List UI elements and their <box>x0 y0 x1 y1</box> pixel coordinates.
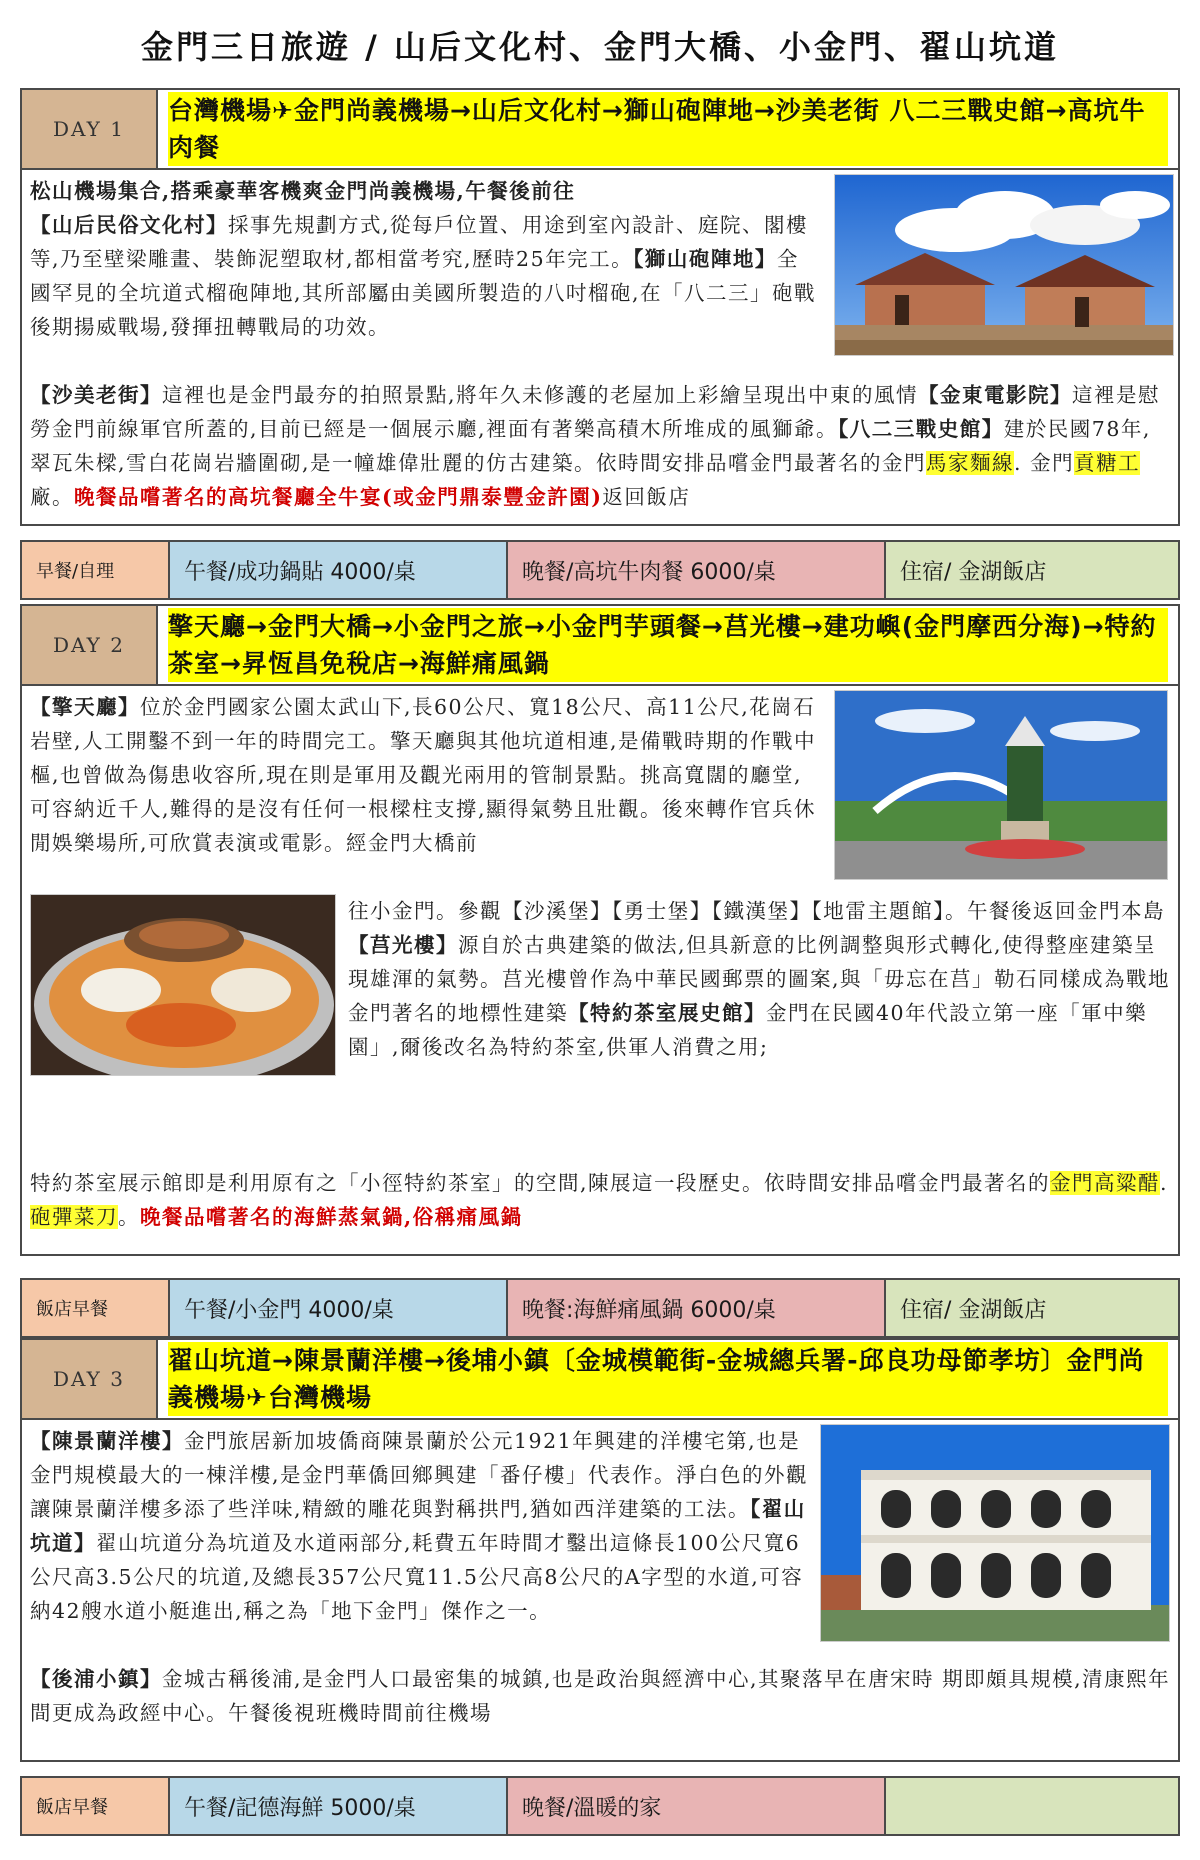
day-3-text-zhaishan: 翟山坑道分為坑道及水道兩部分,耗費五年時間才鑿出這條長100公尺寬6公尺高3.5公尺的坑道,及總長357公尺寬11.5公尺高8公尺的A字型的水道,可容納42艘水道小艇進出,稱之為「地下金門」傑作之一。 <box>30 1531 804 1623</box>
day-1-text-kinmen: . 金門 <box>1014 451 1075 475</box>
day-2-hotel: 住宿/ 金湖飯店 <box>886 1280 1178 1336</box>
day-1-highlight-noodles: 馬家麵線 <box>926 451 1015 475</box>
day-2-route: 擎天廳→金門大橋→小金門之旅→小金門芋頭餐→莒光樓→建功嶼(金門摩西分海)→特約茶室→昇恆昌免稅店→海鮮痛風鍋 <box>168 608 1168 682</box>
day-1-text-shamei: 這裡也是金門最夯的拍照景點,將年久未修護的老屋加上彩繪呈現出中東的風情 <box>162 383 919 407</box>
day-1-paragraph-1 <box>30 174 820 344</box>
day-3-attraction-zhaishan: 【翟山坑道】 <box>30 1497 806 1555</box>
day-1-text-jindong: 這裡是慰勞金門前線軍官所蓋的,目前已經是一個展示廳,裡面有著樂高積木所堆成的風獅爺。 <box>30 383 1161 441</box>
day-1-text-823: 建於民國78年,翠瓦朱樑,雪白花崗岩牆圍砌,是一幢雄偉壯麗的仿古建築。依時間安排品嚐金門最著名的金門 <box>30 417 1151 475</box>
day-3-block <box>20 1338 1180 1762</box>
day-3-text-chen-mansion: 金門旅居新加坡僑商陳景蘭於公元1921年興建的洋樓宅第,也是金門規模最大的一棟洋樓,是金門華僑回鄉興建「番仔樓」代表作。淨白色的外觀讓陳景蘭洋樓多添了些洋味,精緻的雕花與對稱拱門,猶如西洋建築的工法。 <box>30 1429 809 1521</box>
day-1-attraction-jindong: 【金東電影院】 <box>918 383 1073 407</box>
day-1-header <box>22 90 1178 170</box>
day-2-header <box>22 606 1178 686</box>
day-2-attraction-juguang: 【莒光樓】 <box>348 933 458 957</box>
day-1-photo-shanhou-village <box>834 174 1174 356</box>
day-2-meal-bar <box>20 1278 1180 1338</box>
day-1-block <box>20 88 1180 526</box>
day-3-dinner: 晚餐/溫暖的家 <box>508 1778 886 1834</box>
day-3-breakfast: 飯店早餐 <box>22 1778 170 1834</box>
day-2-text-teahouse: 金門在民國40年代設立第一座「軍中樂園」,爾後改名為特約茶室,供軍人消費之用; <box>348 1001 1148 1059</box>
day-1-lunch: 午餐/成功鍋貼 4000/桌 <box>170 542 508 598</box>
day-2-text-juguang: 源自於古典建築的做法,但具新意的比例調整與形式轉化,使得整座建築呈現雄渾的氣勢。莒光樓曾作為中華民國郵票的圖案,與「毋忘在莒」勒石同樣成為戰地金門著名的地標性建築 <box>348 933 1171 1025</box>
day-2-text-exhibit: 特約茶室展示館即是利用原有之「小徑特約茶室」的空間,陳展這一段歷史。依時間安排品嚐金門最著名的 <box>30 1171 1051 1195</box>
day-2-text-qingtian: 位於金門國家公園太武山下,長60公尺、寬18公尺、高11公尺,花崗石岩壁,人工開鑿不到一年的時間完工。擎天廳與其他坑道相連,是備戰時期的作戰中樞,也曾做為傷患收容所,現在則是軍用及觀光兩用的管制景點。挑高寬闊的廳堂,可容納近千人,難得的是沒有任何一根樑柱支撐,顯得氣勢且壯觀。後來轉作官兵休閒娛樂場所,可欣賞表演或電影。經金門大橋前 <box>30 695 817 855</box>
day-1-attraction-shishan: 【獅山砲陣地】 <box>633 247 777 271</box>
day-2-highlight-knife: 砲彈菜刀 <box>30 1205 118 1229</box>
day-1-attraction-shanhou: 【山后民俗文化村】 <box>30 213 228 237</box>
day-2-breakfast: 飯店早餐 <box>22 1280 170 1336</box>
day-2-highlight-vinegar: 金門高粱醋 <box>1050 1171 1161 1195</box>
day-1-dinner: 晚餐/高坑牛肉餐 6000/桌 <box>508 542 886 598</box>
day-3-route: 翟山坑道→陳景蘭洋樓→後埔小鎮〔金城模範街-金城總兵署-邱良功母節孝坊〕金門尚義機場✈台灣機場 <box>168 1342 1168 1416</box>
day-2-lunch: 午餐/小金門 4000/桌 <box>170 1280 508 1336</box>
day-1-dinner-note: 晚餐品嚐著名的高坑餐廳全牛宴(或金門鼎泰豐金許園) <box>74 485 603 509</box>
day-2-paragraph-3 <box>30 1166 1174 1234</box>
day-2-paragraph-1 <box>30 690 820 860</box>
day-2-text-small-kinmen: 往小金門。參觀【沙溪堡】【勇士堡】【鐵漢堡】【地雷主題館】。午餐後返回金門本島 <box>348 899 1165 923</box>
day-2-dinner: 晚餐:海鮮痛風鍋 6000/桌 <box>508 1280 886 1336</box>
day-2-photo-monument <box>834 690 1168 880</box>
day-1-text-shishan: 全國罕見的全坑道式榴砲陣地,其所部屬由美國所製造的八吋榴砲,在「八二三」砲戰後期揚威戰場,發揮扭轉戰局的功效。 <box>30 247 817 339</box>
day-1-hotel: 住宿/ 金湖飯店 <box>886 542 1178 598</box>
day-3-photo-mansion <box>820 1424 1170 1642</box>
day-2-text-end: 。 <box>118 1205 140 1229</box>
day-2-attraction-teahouse: 【特約茶室展史館】 <box>568 1001 766 1025</box>
day-2-block <box>20 604 1180 1256</box>
day-3-meal-bar <box>20 1776 1180 1836</box>
day-3-paragraph-2 <box>30 1662 1174 1730</box>
day-1-text-shanhou: 採事先規劃方式,從每戶位置、用途到室內設計、庭院、閣樓等,乃至壁梁雕畫、裝飾泥塑取材,都相當考究,歷時25年完工。 <box>30 213 809 271</box>
day-1-meal-bar <box>20 540 1180 600</box>
day-1-highlight-candy: 貢糖工 <box>1074 451 1141 475</box>
page-title: 金門三日旅遊 / 山后文化村、金門大橋、小金門、翟山坑道 <box>141 28 1059 66</box>
day-3-attraction-houpu: 【後浦小鎮】 <box>30 1667 162 1691</box>
day-3-text-houpu: 金城古稱後浦,是金門人口最密集的城鎮,也是政治與經濟中心,其聚落早在唐宋時 期即頗具規模,清康熙年間更成為政經中心。午餐後視班機時間前往機場 <box>30 1667 1171 1725</box>
day-3-lunch: 午餐/記德海鮮 5000/桌 <box>170 1778 508 1834</box>
day-2-paragraph-2 <box>348 894 1174 1064</box>
day-3-label: DAY 3 <box>22 1340 158 1418</box>
day-1-paragraph-2 <box>30 378 1170 514</box>
day-2-photo-seafood-hotpot <box>30 894 336 1076</box>
day-1-return-hotel: 返回飯店 <box>602 485 691 509</box>
day-2-text-sep: . <box>1160 1171 1169 1195</box>
day-1-intro: 松山機場集合,搭乘豪華客機爽金門尚義機場,午餐後前往 <box>30 179 576 203</box>
day-2-label: DAY 2 <box>22 606 158 684</box>
day-1-attraction-823: 【八二三戰史館】 <box>838 417 1004 441</box>
day-3-attraction-chen-mansion: 【陳景蘭洋樓】 <box>30 1429 184 1453</box>
day-3-header <box>22 1340 1178 1420</box>
day-2-attraction-qingtian: 【擎天廳】 <box>30 695 140 719</box>
day-1-breakfast: 早餐/自理 <box>22 542 170 598</box>
day-1-label: DAY 1 <box>22 90 158 168</box>
day-1-text-factory: 廠。 <box>30 485 74 509</box>
day-3-hotel <box>886 1778 1178 1834</box>
day-3-paragraph-1 <box>30 1424 810 1628</box>
day-1-attraction-shamei: 【沙美老街】 <box>30 383 162 407</box>
day-1-route: 台灣機場✈金門尚義機場→山后文化村→獅山砲陣地→沙美老街 八二三戰史館→高坑牛肉餐 <box>168 92 1168 166</box>
day-2-dinner-note: 晚餐品嚐著名的海鮮蒸氣鍋,俗稱痛風鍋 <box>140 1205 523 1229</box>
